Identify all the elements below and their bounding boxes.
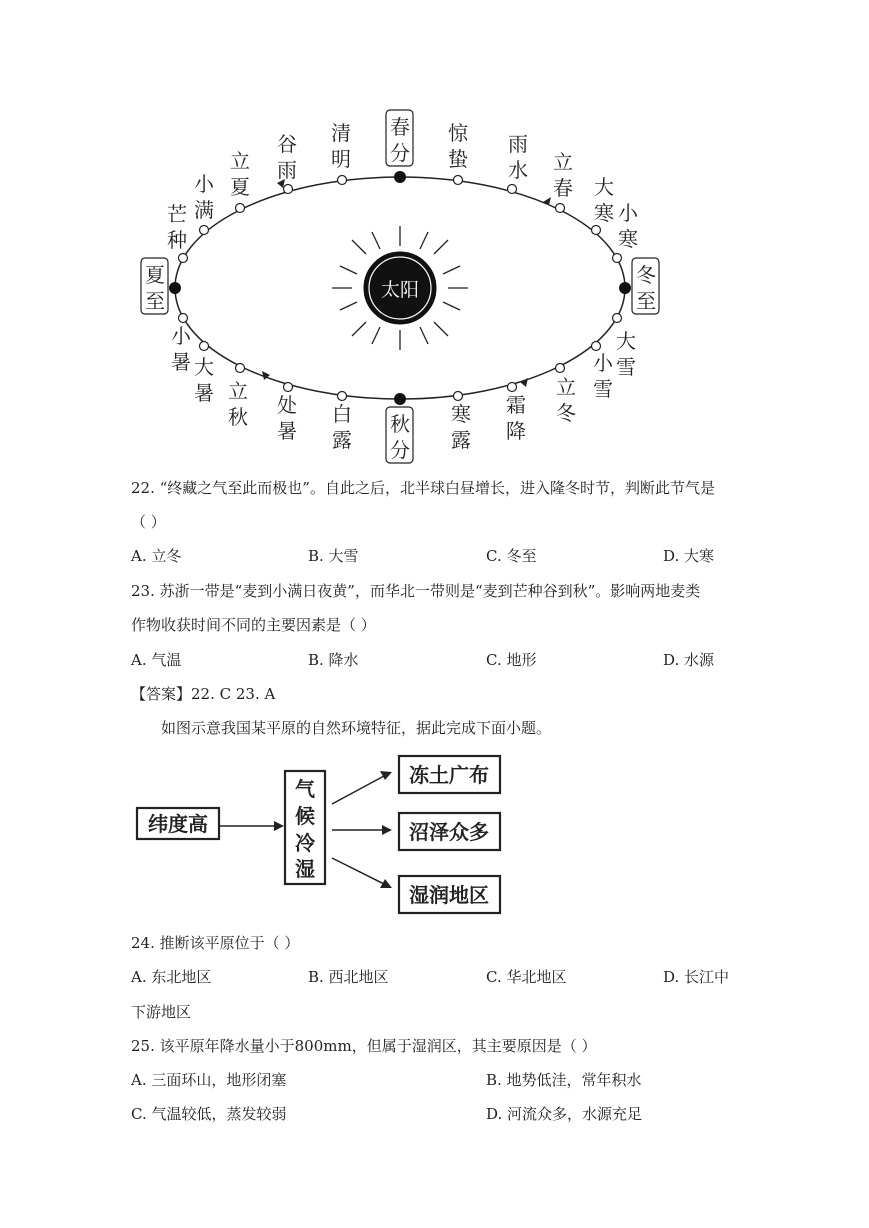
term-xiaoman-1: 小 <box>194 172 214 196</box>
sun-label: 太阳 <box>380 279 420 301</box>
q25-option-b: B. 地势低洼，常年积水 <box>486 1071 642 1089</box>
q25-stem: 25. 该平原年降水量小于800mm，但属于湿润区，其主要原因是（ ） <box>131 1037 597 1055</box>
climate-char-2: 候 <box>295 804 315 828</box>
term-chushu-1: 处 <box>277 393 297 417</box>
term-chushu-2: 暑 <box>277 419 297 443</box>
term-xiaoxue-2: 雪 <box>593 377 613 401</box>
q23-option-a: A. 气温 <box>131 651 182 669</box>
q25-option-d: D. 河流众多，水源充足 <box>486 1105 643 1123</box>
term-bailu-2: 露 <box>332 428 352 452</box>
term-lixia-1: 立 <box>230 149 250 173</box>
q23-option-b: B. 降水 <box>308 651 359 669</box>
q22-stem-line2: （ ） <box>131 513 166 531</box>
orbit-arrow-top <box>543 197 551 205</box>
q22-option-d: D. 大寒 <box>663 547 715 565</box>
term-xiaoxue-1: 小 <box>593 351 613 375</box>
term-dongzhi-1: 冬 <box>636 263 656 287</box>
box-swamps-label: 沼泽众多 <box>409 820 489 844</box>
term-qingming-2: 明 <box>331 147 351 171</box>
term-dashu-2: 暑 <box>194 381 214 405</box>
q24-option-a: A. 东北地区 <box>131 968 212 986</box>
term-guyu-1: 谷 <box>277 132 297 156</box>
term-qiufen-1: 秋 <box>390 412 410 436</box>
climate-char-4: 湿 <box>295 857 315 881</box>
term-dahan-2: 寒 <box>594 201 614 225</box>
term-xiaoshu-1: 小 <box>171 324 191 348</box>
term-chunfen-1: 春 <box>390 115 410 139</box>
term-bailu-1: 白 <box>332 402 352 426</box>
term-hanlu-1: 寒 <box>451 402 471 426</box>
term-xiaoman-2: 满 <box>194 198 214 222</box>
term-daxue-2: 雪 <box>616 355 636 379</box>
arrow-to-climate <box>274 821 284 831</box>
term-qiufen-2: 分 <box>390 438 410 462</box>
term-xiaohan-2: 寒 <box>618 227 638 251</box>
term-xiaoshu-2: 暑 <box>171 350 191 374</box>
q24-option-d: D. 长江中 <box>663 968 730 986</box>
solar-terms-diagram <box>120 95 680 470</box>
orbit-arrow-bottom-right <box>520 378 528 387</box>
term-dahan-1: 大 <box>594 175 614 199</box>
q24-option-b: B. 西北地区 <box>308 968 389 986</box>
term-qingming-1: 清 <box>331 121 351 145</box>
term-lichun-2: 春 <box>553 176 573 200</box>
q25-option-a: A. 三面环山，地形闭塞 <box>131 1071 287 1089</box>
term-chunfen-2: 分 <box>390 141 410 165</box>
q22-option-c: C. 冬至 <box>486 547 537 565</box>
term-dongzhi-2: 至 <box>636 289 656 313</box>
dot-dongzhi <box>619 282 631 294</box>
answer-line: 【答案】22. C 23. A <box>131 685 276 703</box>
q23-option-d: D. 水源 <box>663 651 715 669</box>
box-high-latitude-label: 纬度高 <box>148 812 208 836</box>
arrow-to-permafrost <box>380 771 392 780</box>
term-lixia-2: 夏 <box>230 175 250 199</box>
term-xiazhi-1: 夏 <box>145 263 165 287</box>
term-mangzhong-2: 种 <box>167 228 187 252</box>
term-lidong-1: 立 <box>556 375 576 399</box>
box-permafrost-label: 冻土广布 <box>409 763 489 787</box>
term-liqiu-1: 立 <box>228 379 248 403</box>
q23-stem-line2: 作物收获时间不同的主要因素是（ ） <box>131 616 376 634</box>
q24-option-c: C. 华北地区 <box>486 968 567 986</box>
q22-option-b: B. 大雪 <box>308 547 359 565</box>
dot-chunfen <box>394 171 406 183</box>
dot-qiufen <box>394 393 406 405</box>
term-liqiu-2: 秋 <box>228 405 248 429</box>
term-xiazhi-2: 至 <box>145 289 165 313</box>
intro-text: 如图示意我国某平原的自然环境特征，据此完成下面小题。 <box>161 719 552 737</box>
term-yushui-2: 水 <box>508 158 528 182</box>
flow-diagram <box>130 748 510 923</box>
term-mangzhong-1: 芒 <box>167 202 187 226</box>
dot-xiazhi <box>169 282 181 294</box>
climate-char-1: 气 <box>295 777 315 801</box>
term-lichun-1: 立 <box>553 150 573 174</box>
term-shuangjiang-2: 降 <box>506 419 526 443</box>
q23-option-c: C. 地形 <box>486 651 537 669</box>
q22-option-a: A. 立冬 <box>131 547 182 565</box>
q24-option-d-continuation: 下游地区 <box>131 1003 192 1021</box>
term-daxue-1: 大 <box>616 329 636 353</box>
q24-stem: 24. 推断该平原位于（ ） <box>131 934 300 952</box>
term-dashu-1: 大 <box>194 355 214 379</box>
term-xiaohan-1: 小 <box>618 201 638 225</box>
q25-option-c: C. 气温较低，蒸发较弱 <box>131 1105 287 1123</box>
term-shuangjiang-1: 霜 <box>506 393 526 417</box>
term-jingzhe-2: 蛰 <box>448 147 468 171</box>
q22-stem-line1: 22. “终藏之气至此而极也”。自此之后，北半球白昼增长，进入隆冬时节，判断此节气是 <box>131 479 715 497</box>
term-lidong-2: 冬 <box>556 401 576 425</box>
term-yushui-1: 雨 <box>508 132 528 156</box>
term-guyu-2: 雨 <box>277 158 297 182</box>
q23-stem-line1: 23. 苏浙一带是“麦到小满日夜黄”，而华北一带则是“麦到芒种谷到秋”。影响两地麦类 <box>131 582 701 600</box>
climate-char-3: 冷 <box>295 831 315 855</box>
term-jingzhe-1: 惊 <box>448 121 468 145</box>
arrow-to-swamps <box>382 825 392 835</box>
box-humid-region-label: 湿润地区 <box>409 883 489 907</box>
term-hanlu-2: 露 <box>451 428 471 452</box>
